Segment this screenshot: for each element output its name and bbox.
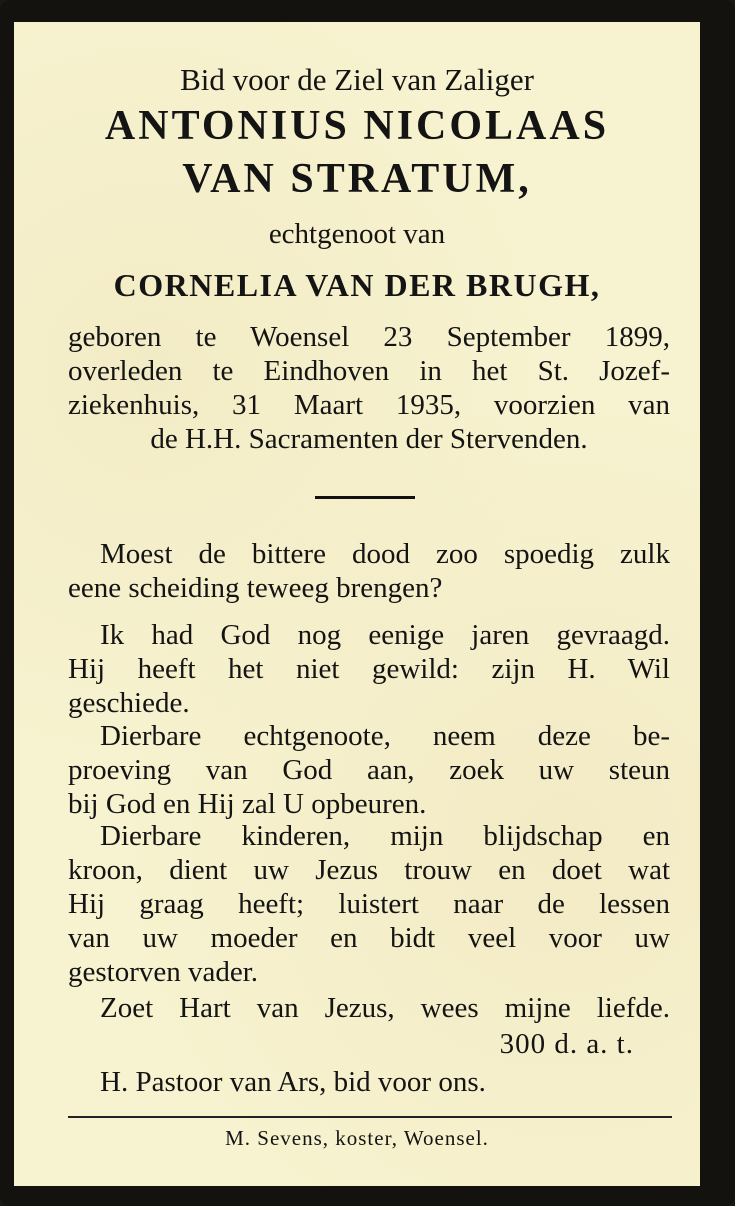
- bio-line: geboren te Woensel 23 September 1899,: [68, 321, 670, 353]
- card-heading: Bid voor de Ziel van Zaliger: [180, 62, 534, 97]
- spouse-intro: echtgenoot van: [268, 218, 446, 250]
- paragraph-1: [68, 537, 670, 605]
- paragraph-line: Ik had God nog eenige jaren gevraagd.: [100, 619, 670, 651]
- paragraph-line: geschiede.: [68, 687, 190, 719]
- printer-credit: M. Sevens, koster, Woensel.: [225, 1126, 489, 1150]
- paragraph-3: [68, 719, 670, 821]
- paragraph-line: kroon, dient uw Jezus trouw en doet wat: [68, 854, 670, 886]
- spouse-name: CORNELIA VAN DER BRUGH,: [113, 267, 601, 303]
- prayer-sacred-heart: Zoet Hart van Jezus, wees mijne liefde.: [100, 992, 670, 1024]
- paragraph-line: gestorven vader.: [68, 956, 259, 988]
- deceased-name-line1: ANTONIUS NICOLAAS: [104, 103, 610, 149]
- divider: [315, 496, 415, 499]
- footer-rule: [68, 1116, 672, 1118]
- biography: [68, 320, 670, 456]
- bio-line: overleden te Eindhoven in het St. Jozef-: [68, 355, 670, 387]
- prayer-cure-of-ars: H. Pastoor van Ars, bid voor ons.: [100, 1066, 486, 1098]
- deceased-name-line2: VAN STRATUM,: [182, 156, 532, 202]
- paragraph-line: Moest de bittere dood zoo spoedig zulk: [100, 538, 670, 570]
- bio-line: ziekenhuis, 31 Maart 1935, voorzien van: [68, 389, 670, 421]
- indulgence-days: 300 d. a. t.: [499, 1028, 634, 1060]
- paragraph-line: van uw moeder en bidt veel voor uw: [68, 922, 670, 954]
- paragraph-2: [68, 618, 670, 720]
- paragraph-4: [68, 819, 670, 989]
- card-paper: [14, 22, 700, 1186]
- paragraph-line: eene scheiding teweeg brengen?: [68, 572, 443, 604]
- bio-line: de H.H. Sacramenten der Stervenden.: [150, 423, 588, 455]
- paragraph-line: Dierbare kinderen, mijn blijdschap en: [100, 820, 670, 852]
- paragraph-line: bij God en Hij zal U opbeuren.: [68, 788, 427, 820]
- paragraph-line: Dierbare echtgenoote, neem deze be-: [100, 720, 670, 752]
- paragraph-line: Hij graag heeft; luistert naar de lessen: [68, 888, 670, 920]
- paragraph-line: Hij heeft het niet gewild: zijn H. Wil: [68, 653, 670, 685]
- paragraph-line: proeving van God aan, zoek uw steun: [68, 754, 670, 786]
